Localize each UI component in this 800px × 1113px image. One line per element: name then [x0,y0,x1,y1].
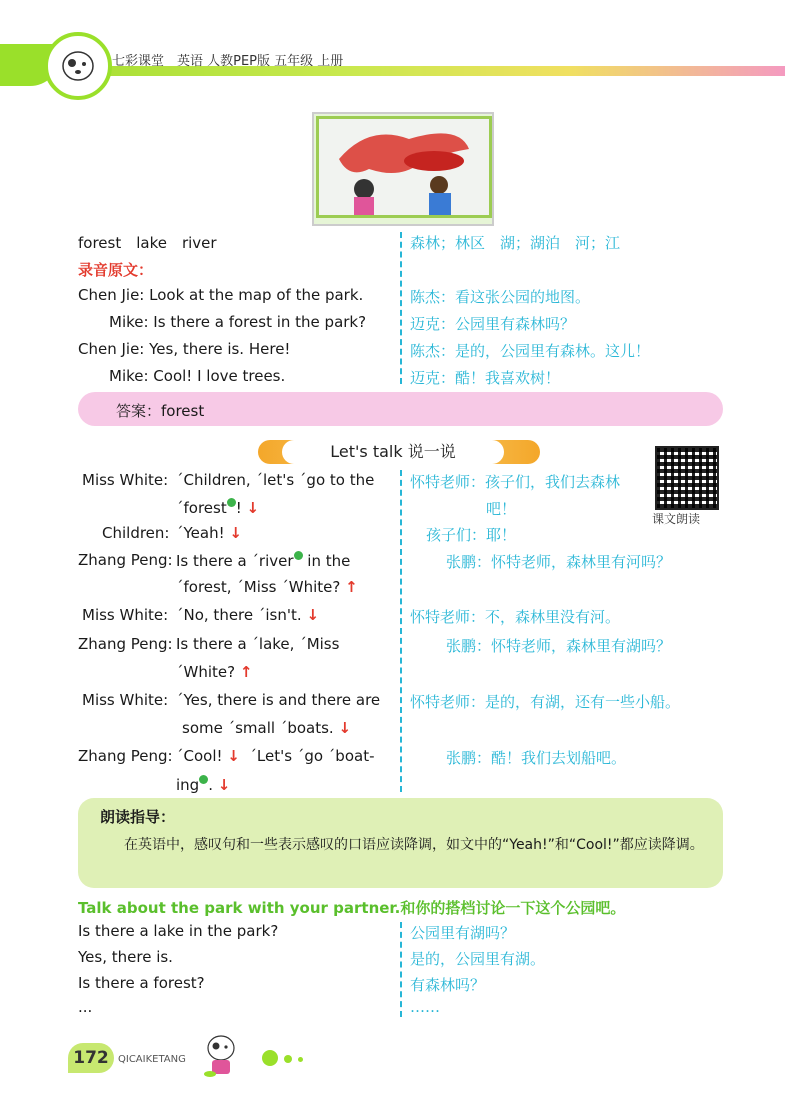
practice-line-2-zh: 是的，公园里有湖。 [410,950,546,968]
speaker-7: Zhang Peng: [78,747,173,765]
falling-tone-icon: ↓ [338,719,352,737]
speaker-2: Children: [102,524,170,542]
reading-guide-text: 在英语中，感叹句和一些表示感叹的口语应读降调，如文中的“Yeah!”和“Cool!”都应读降调。 [124,837,704,853]
answer-text: 答案：forest [116,402,205,420]
line-2a-text: ˊYeah! [176,524,225,542]
page-number: 172 [68,1043,114,1073]
listening-line-2-zh: 迈克：公园里有森林吗？ [410,315,576,333]
line-3b [176,578,358,596]
line-3a [176,551,350,570]
footnote-3-icon [199,775,208,784]
qr-label: 课文朗读 [652,512,701,526]
line-7b-tail: . [208,776,213,794]
listening-line-4-en: Mike: Cool! I love trees. [109,367,286,385]
falling-tone-icon: ↓ [217,776,231,794]
line-6b [182,719,351,737]
practice-line-3-en: Is there a forest? [78,974,205,992]
practice-line-1-en: Is there a lake in the park? [78,922,279,940]
practice-line-4-en: ... [78,998,93,1016]
practice-line-1-zh: 公园里有湖吗？ [410,924,516,942]
column-divider-top [400,232,402,384]
line-7b-text: ing [176,776,200,794]
line-2a [176,524,242,542]
decor-dot-small [298,1057,303,1062]
footnote-2-icon [294,551,303,560]
falling-tone-icon: ↓ [246,499,260,517]
listening-line-3-zh: 陈杰：是的，公园里有森林。这儿！ [410,342,651,360]
line-5b-text: ˊWhite? [176,663,236,681]
line-1a: ˊChildren, ˊlet's ˊgo to the [176,471,375,489]
zh-1a: 怀特老师：孩子们，我们去森林 [410,473,621,491]
line-1b-tail: ! [235,499,242,517]
line-6b-text: some ˊsmall ˊboats. [182,719,334,737]
rising-tone-icon: ↑ [239,663,253,681]
line-5b [176,663,252,681]
speaker-5: Zhang Peng: [78,635,173,653]
line-7a-rest: ˊLet's ˊgo ˊboat- [249,747,375,765]
line-4a [176,606,319,624]
falling-tone-icon: ↓ [229,524,242,542]
mascot-icon [196,1030,246,1080]
line-7a-cool: ˊCool! [176,747,223,765]
practice-line-4-zh: …… [410,998,440,1016]
listening-line-2-en: Mike: Is there a forest in the park? [109,313,367,331]
decor-dot-medium [284,1055,292,1063]
falling-tone-icon: ↓ [306,606,320,624]
zh-1b: 吧！ [486,500,517,518]
speaker-1: Miss White: [82,471,169,489]
header-title: 七彩课堂 英语 人教PEP版 五年级 上册 [112,54,344,69]
zh-7: 张鹏：酷！我们去划船吧。 [446,749,627,767]
speaker-3: Zhang Peng: [78,551,173,569]
zh-4: 怀特老师：不，森林里没有河。 [410,608,621,626]
vocab-english: forest lake river [78,234,217,252]
practice-line-2-en: Yes, there is. [78,948,173,966]
footnote-1-icon [227,498,236,507]
line-3a-text: Is there a ˊriver [176,552,294,570]
vocab-chinese: 森林；林区 湖；湖泊 河；江 [410,234,621,252]
map-board [316,116,492,218]
decor-dot-large [262,1050,278,1066]
line-4a-text: ˊNo, there ˊisn't. [176,606,302,624]
practice-heading: Talk about the park with your partner.和你的搭档讨论一下这个公园吧。 [78,899,626,917]
line-7a [176,747,374,765]
zh-6: 怀特老师：是的，有湖，还有一些小船。 [410,693,681,711]
line-1b [176,498,259,517]
zh-3: 张鹏：怀特老师，森林里有河吗？ [446,553,672,571]
column-divider-practice [400,922,402,1017]
column-divider-dialogue [400,470,402,792]
qr-code-icon[interactable] [655,446,719,510]
listening-line-1-zh: 陈杰：看这张公园的地图。 [410,288,591,306]
zh-5: 张鹏：怀特老师，森林里有湖吗？ [446,637,672,655]
speaker-6: Miss White: [82,691,169,709]
listening-line-1-en: Chen Jie: Look at the map of the park. [78,286,364,304]
practice-line-3-zh: 有森林吗？ [410,976,486,994]
line-5a: Is there a ˊlake, ˊMiss [176,635,340,653]
logo-icon [44,32,112,100]
footer-brand: QICAIKETANG [118,1054,186,1065]
falling-tone-icon: ↓ [227,747,240,765]
line-1b-text: ˊforest [176,499,227,517]
speaker-4: Miss White: [82,606,169,624]
talk-title: Let's talk 说一说 [282,440,504,464]
reading-guide-title: 朗读指导： [100,808,176,826]
line-3b-text: ˊforest, ˊMiss ˊWhite? [176,578,341,596]
zh-2: 孩子们：耶！ [426,526,517,544]
rising-tone-icon: ↑ [345,578,358,596]
listening-label: 录音原文： [78,261,154,279]
listening-line-3-en: Chen Jie: Yes, there is. Here! [78,340,291,358]
line-7b [176,775,230,794]
line-3a-tail: in the [302,552,351,570]
listening-line-4-zh: 迈克：酷！我喜欢树！ [410,369,561,387]
line-6a: ˊYes, there is and there are [176,691,381,709]
